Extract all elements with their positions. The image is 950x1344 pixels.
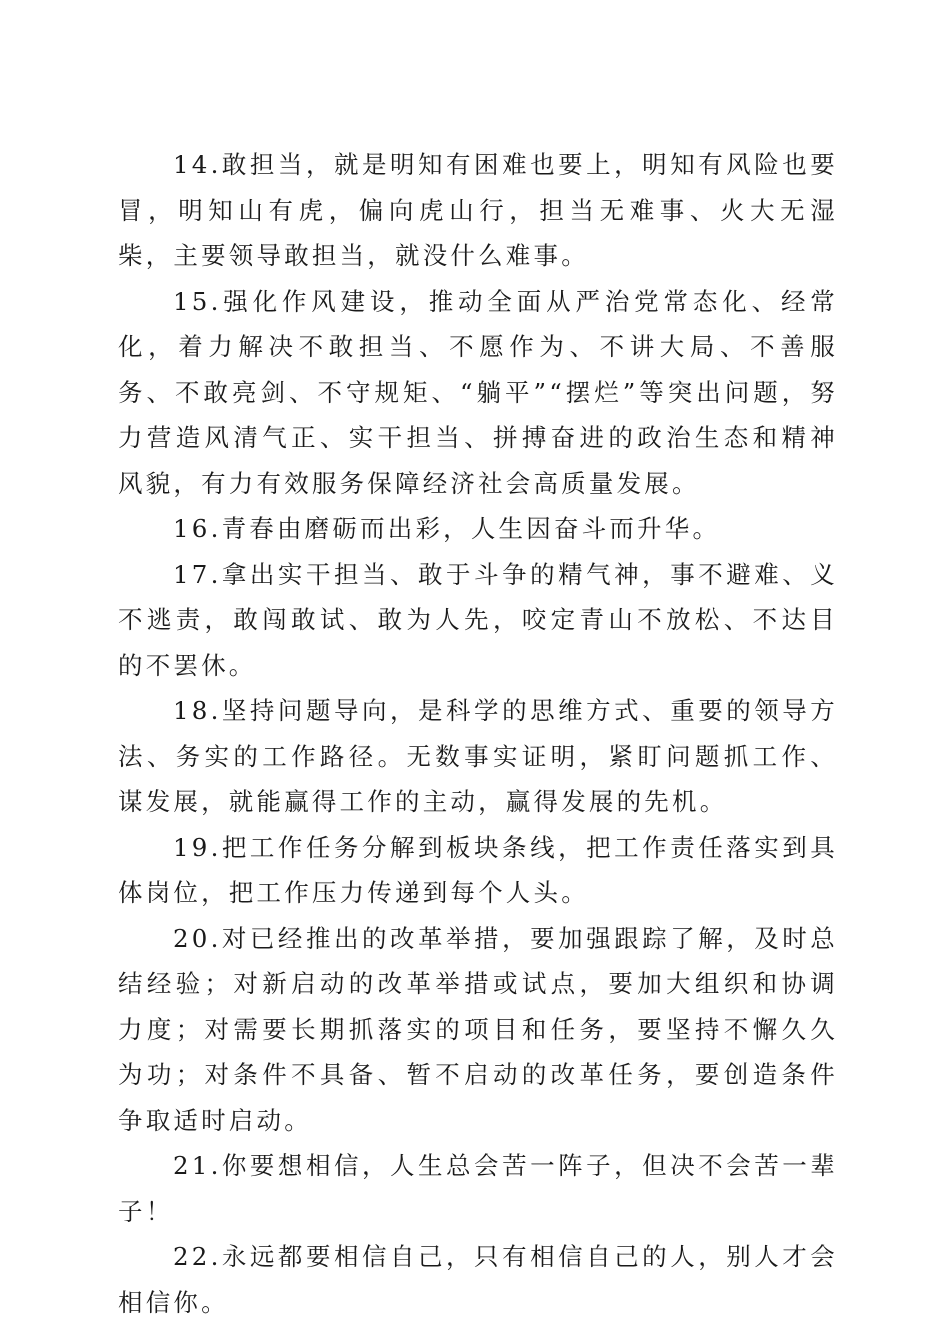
paragraph-14: 14.敢担当，就是明知有困难也要上，明知有风险也要冒，明知山有虎，偏向虎山行，担当无难事、火大无湿柴，主要领导敢担当，就没什么难事。	[118, 150, 838, 270]
paragraph-22: 22.永远都要相信自己，只有相信自己的人，别人才会相信你。	[118, 1242, 838, 1317]
paragraph-19: 19.把工作任务分解到板块条线，把工作责任落实到具体岗位，把工作压力传递到每个人头。	[118, 832, 838, 907]
document-body	[118, 142, 838, 1325]
paragraph-20: 20.对已经推出的改革举措，要加强跟踪了解，及时总结经验；对新启动的改革举措或试点，要加大组织和协调力度；对需要长期抓落实的项目和任务，要坚持不懈久久为功；对条件不具备、暂不启动的改革任务，要创造条件争取适时启动。	[118, 923, 838, 1135]
paragraph-15: 15.强化作风建设，推动全面从严治党常态化、经常化，着力解决不敢担当、不愿作为、不讲大局、不善服务、不敢亮剑、不守规矩、“躺平”“摆烂”等突出问题，努力营造风清气正、实干担当、拼搏奋进的政治生态和精神风貌，有力有效服务保障经济社会高质量发展。	[118, 286, 838, 498]
paragraph-18: 18.坚持问题导向，是科学的思维方式、重要的领导方法、务实的工作路径。无数事实证明，紧盯问题抓工作、谋发展，就能赢得工作的主动，赢得发展的先机。	[118, 696, 838, 816]
paragraph-17: 17.拿出实干担当、敢于斗争的精气神，事不避难、义不逃责，敢闯敢试、敢为人先，咬定青山不放松、不达目的不罢休。	[118, 559, 838, 680]
paragraph-21: 21.你要想相信，人生总会苦一阵子，但决不会苦一辈子！	[118, 1151, 838, 1226]
paragraph-16: 16.青春由磨砺而出彩，人生因奋斗而升华。	[173, 514, 721, 543]
